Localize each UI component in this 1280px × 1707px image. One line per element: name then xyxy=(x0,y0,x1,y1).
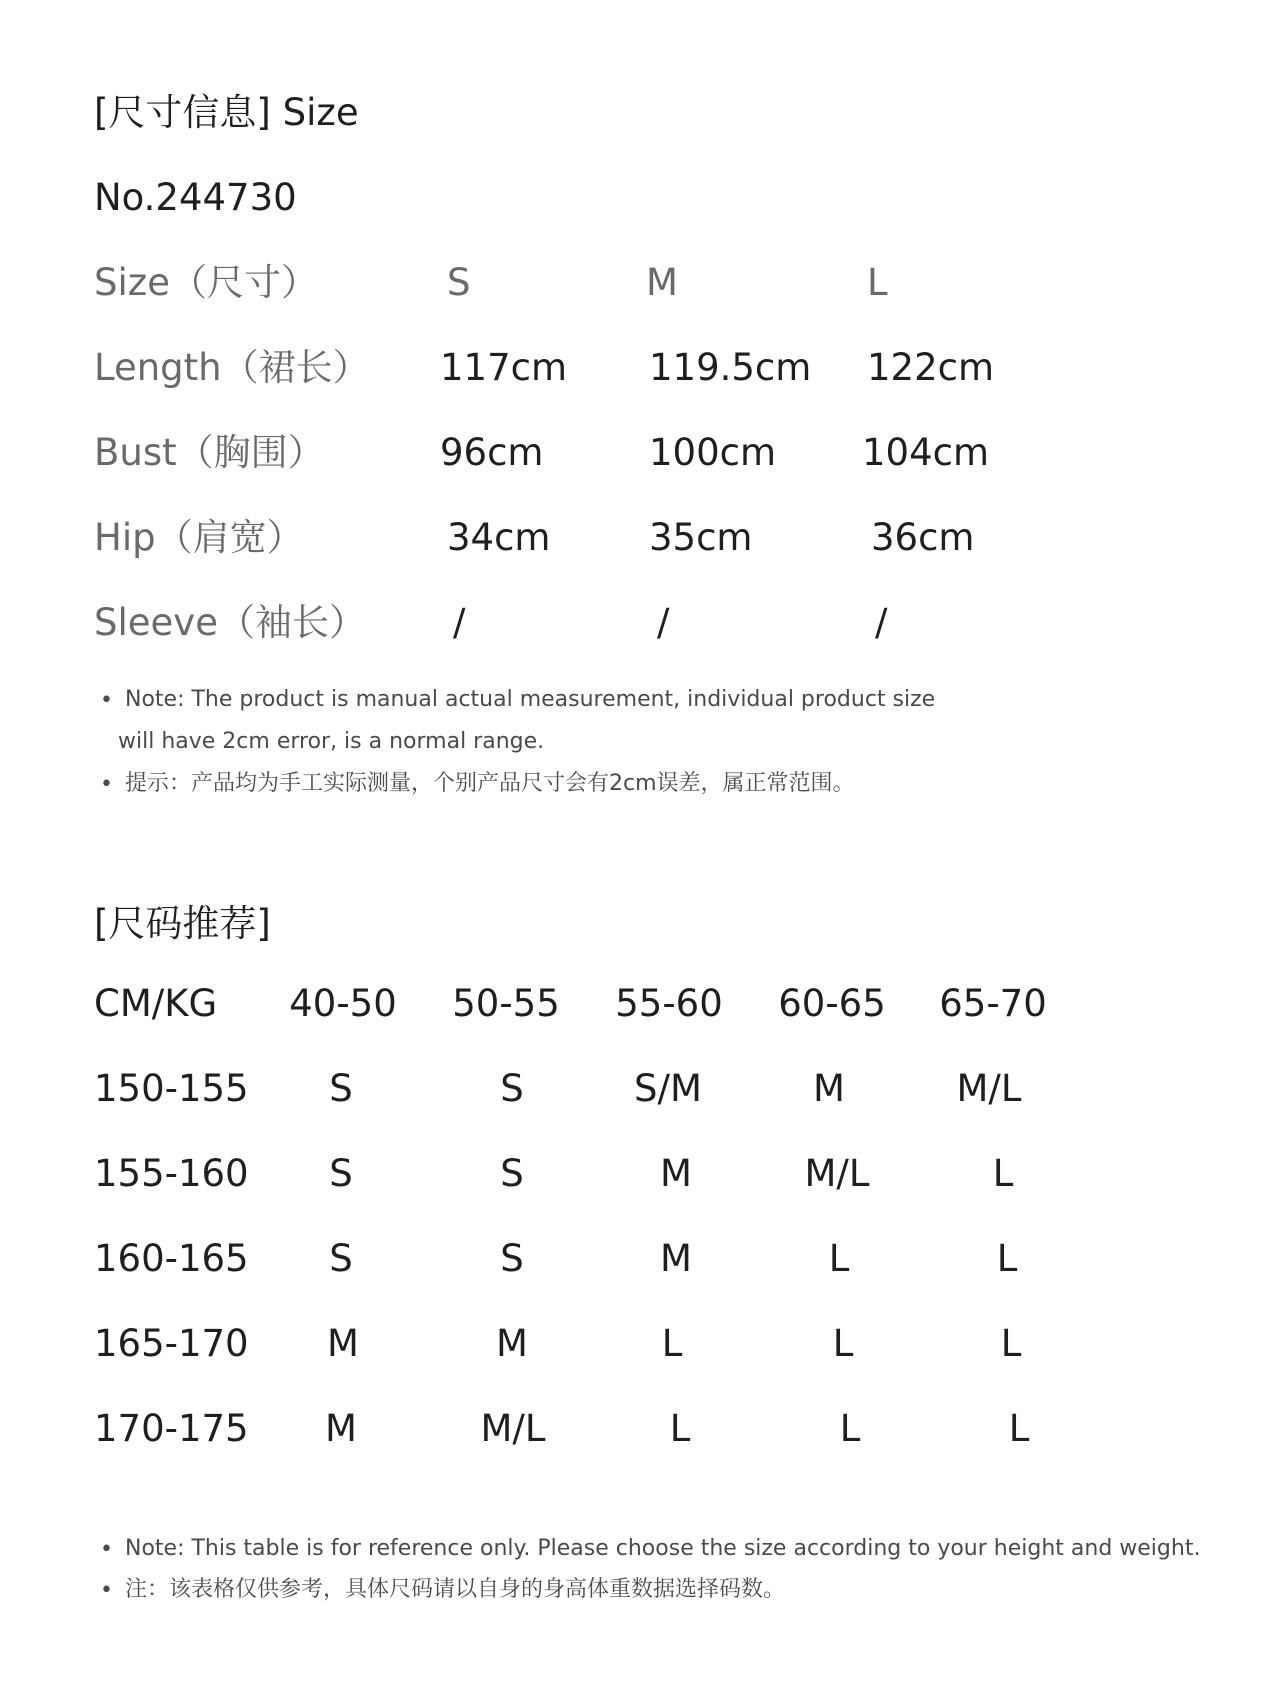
weight-header: 55-60 xyxy=(615,982,723,1025)
table-cell: L xyxy=(832,1322,854,1365)
row-label-bust: Bust（胸围） xyxy=(94,431,325,474)
weight-header: 50-55 xyxy=(452,982,560,1025)
product-number: No.244730 xyxy=(94,176,297,219)
table-cell: 36cm xyxy=(871,516,975,559)
bullet-dot: • xyxy=(100,1537,113,1562)
height-label: 170-175 xyxy=(94,1407,249,1450)
row-label-hip: Hip（肩宽） xyxy=(94,516,304,559)
table-cell: 119.5cm xyxy=(649,346,812,389)
table-cell: L xyxy=(661,1322,683,1365)
table-cell: S xyxy=(329,1067,353,1110)
height-label: 150-155 xyxy=(94,1067,249,1110)
table-cell: S xyxy=(500,1237,524,1280)
note-en-line2: will have 2cm error, is a normal range. xyxy=(118,729,545,754)
bullet-dot: • xyxy=(100,1578,113,1603)
table-cell: M/L xyxy=(956,1067,1022,1110)
size-header-s: S xyxy=(447,261,471,304)
table-cell: L xyxy=(1000,1322,1022,1365)
table-cell: M xyxy=(325,1407,357,1450)
height-label: 160-165 xyxy=(94,1237,249,1280)
table-cell: / xyxy=(453,601,466,644)
size-header-m: M xyxy=(646,261,678,304)
corner-label: CM/KG xyxy=(94,982,218,1025)
table-cell: S xyxy=(500,1152,524,1195)
table-cell: / xyxy=(875,601,888,644)
table-cell: 104cm xyxy=(862,431,990,474)
table-cell: M xyxy=(327,1322,359,1365)
table-cell: M/L xyxy=(804,1152,870,1195)
table-cell: L xyxy=(839,1407,861,1450)
table-cell: M/L xyxy=(480,1407,546,1450)
table-cell: S/M xyxy=(634,1067,702,1110)
table-cell: L xyxy=(996,1237,1018,1280)
table-cell: 122cm xyxy=(867,346,995,389)
table-cell: 35cm xyxy=(649,516,753,559)
table-cell: L xyxy=(669,1407,691,1450)
table-cell: L xyxy=(828,1237,850,1280)
rec-note-zh: 注：该表格仅供参考，具体尺码请以自身的身高体重数据选择码数。 xyxy=(125,1577,786,1602)
weight-header: 60-65 xyxy=(778,982,886,1025)
table-cell: 100cm xyxy=(649,431,777,474)
bullet-dot: • xyxy=(100,688,113,713)
note-zh: 提示：产品均为手工实际测量，个别产品尺寸会有2cm误差，属正常范围。 xyxy=(125,771,855,796)
rec-note-en: Note: This table is for reference only. Please choose the size according to your height and weight. xyxy=(125,1536,1201,1561)
size-header-label: Size（尺寸） xyxy=(94,261,318,304)
height-label: 165-170 xyxy=(94,1322,249,1365)
table-cell: L xyxy=(1008,1407,1030,1450)
size-info-title: [尺寸信息] Size xyxy=(94,91,359,134)
recommendation-title: [尺码推荐] xyxy=(94,902,271,945)
table-cell: M xyxy=(813,1067,845,1110)
weight-header: 65-70 xyxy=(939,982,1047,1025)
size-header-l: L xyxy=(867,261,888,304)
table-cell: M xyxy=(496,1322,528,1365)
table-cell: S xyxy=(329,1152,353,1195)
bullet-dot: • xyxy=(100,772,113,797)
table-cell: / xyxy=(657,601,670,644)
table-cell: M xyxy=(660,1237,692,1280)
weight-header: 40-50 xyxy=(289,982,397,1025)
table-cell: S xyxy=(500,1067,524,1110)
table-cell: 96cm xyxy=(440,431,544,474)
row-label-sleeve: Sleeve（袖长） xyxy=(94,601,366,644)
table-cell: S xyxy=(329,1237,353,1280)
note-en-line1: Note: The product is manual actual measurement, individual product size xyxy=(125,687,936,712)
table-cell: M xyxy=(660,1152,692,1195)
height-label: 155-160 xyxy=(94,1152,249,1195)
table-cell: L xyxy=(992,1152,1014,1195)
table-cell: 117cm xyxy=(440,346,568,389)
row-label-length: Length（裙长） xyxy=(94,346,370,389)
table-cell: 34cm xyxy=(447,516,551,559)
